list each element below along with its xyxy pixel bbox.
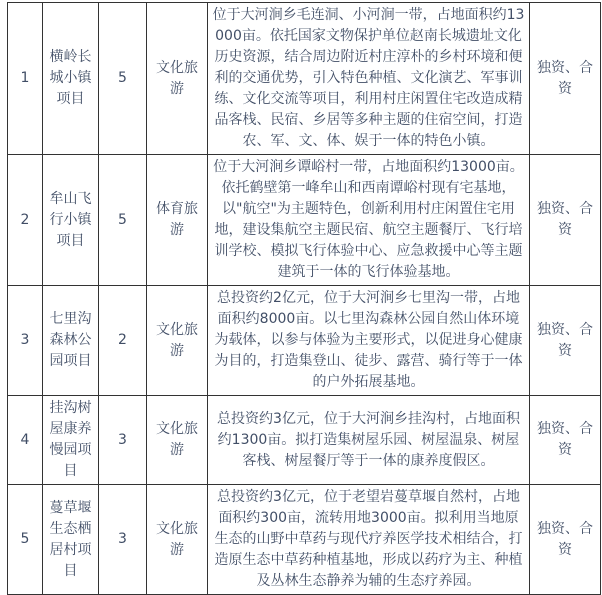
project-count: 3 xyxy=(99,485,147,595)
project-category: 文化旅游 xyxy=(147,286,208,396)
investment-type: 独资、合资 xyxy=(530,485,601,595)
project-count: 5 xyxy=(99,3,147,155)
project-category: 文化旅游 xyxy=(147,485,208,595)
project-description: 总投资约3亿元，位于老望岩蔓草堰自然村，占地面积约300亩，流转用地3000亩。拟利用当地原生态的山野中草药与现代疗养医学技术相结合，打造原生态中草药种植基地，形成以药疗为主、种植及丛林生态静养为辅的生态疗养园。 xyxy=(208,485,530,595)
table-row xyxy=(8,3,601,155)
table-row xyxy=(8,286,601,396)
project-category: 文化旅游 xyxy=(147,3,208,155)
project-description: 总投资约2亿元，位于大河涧乡七里沟一带，占地面积约8000亩。以七里沟森林公园自然山体环境为载体，以参与体验为主要形式，以促进身心健康为目的，打造集登山、徒步、露营、骑行等于一体的户外拓展基地。 xyxy=(208,286,530,396)
project-count: 5 xyxy=(99,155,147,286)
project-description: 位于大河涧乡谭峪村一带，占地面积约13000亩。依托鹤壁第一峰牟山和西南谭峪村现有宅基地，以"航空"为主题特色，创新利用村庄闲置住宅用地，建设集航空主题民宿、航空主题餐厅、飞行培训学校、模拟飞行体验中心、应急救援中心等主题建筑于一体的飞行体验基地。 xyxy=(208,155,530,286)
project-category: 体育旅游 xyxy=(147,155,208,286)
project-name: 牟山飞行小镇项目 xyxy=(43,155,99,286)
project-name: 七里沟森林公园项目 xyxy=(43,286,99,396)
table-row xyxy=(8,155,601,286)
project-count: 2 xyxy=(99,286,147,396)
investment-type: 独资、合资 xyxy=(530,3,601,155)
project-name: 蔓草堰生态栖居村项目 xyxy=(43,485,99,595)
row-number: 1 xyxy=(8,3,43,155)
investment-type: 独资、合资 xyxy=(530,286,601,396)
project-description: 总投资约3亿元，位于大河涧乡挂沟村，占地面积约1300亩。拟打造集树屋乐园、树屋温泉、树屋客栈、树屋餐厅等于一体的康养度假区。 xyxy=(208,396,530,485)
row-number: 4 xyxy=(8,396,43,485)
project-description: 位于大河涧乡毛连洞、小河涧一带，占地面积约13000亩。依托国家文物保护单位赵南长城遗址文化历史资源，结合周边附近村庄淳朴的乡村环境和便利的交通优势，引入特色种植、文化演艺、军事训练、文化交流等项目，利用村庄闲置住宅改造成精品客栈、民宿、乡居等多种主题的住宿空间，打造农、军、文、体、娱于一体的特色小镇。 xyxy=(208,3,530,155)
project-count: 3 xyxy=(99,396,147,485)
project-category: 文化旅游 xyxy=(147,396,208,485)
investment-type: 独资、合资 xyxy=(530,155,601,286)
table-row xyxy=(8,396,601,485)
project-table xyxy=(7,2,601,595)
investment-type: 独资、合资 xyxy=(530,396,601,485)
table-row xyxy=(8,485,601,595)
project-name: 横岭长城小镇项目 xyxy=(43,3,99,155)
row-number: 3 xyxy=(8,286,43,396)
project-name: 挂沟树屋康养慢园项目 xyxy=(43,396,99,485)
row-number: 5 xyxy=(8,485,43,595)
row-number: 2 xyxy=(8,155,43,286)
